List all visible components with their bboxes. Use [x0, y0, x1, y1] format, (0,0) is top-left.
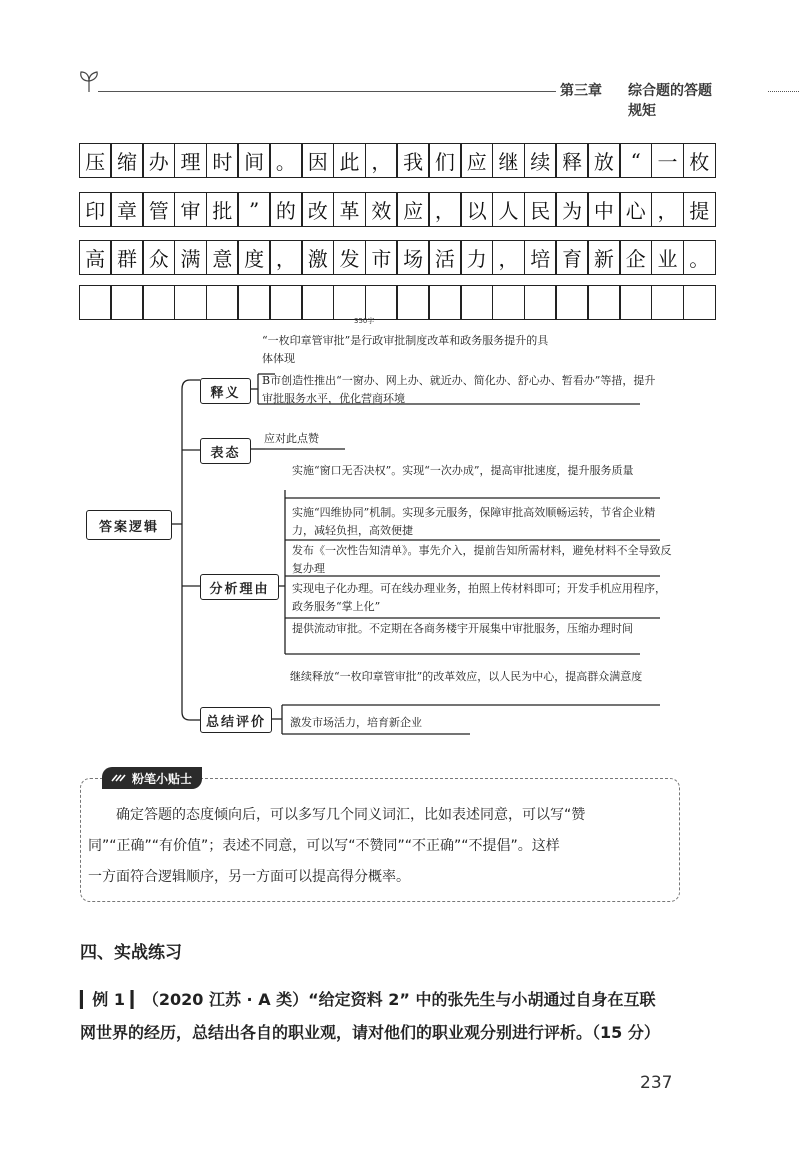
- grid-cell: 。: [683, 240, 716, 275]
- grid-cell: ，: [492, 240, 525, 275]
- mindmap-item: 提供流动审批。不定期在各商务楼宇开展集中审批服务，压缩办理时间: [292, 622, 633, 635]
- grid-cell: 中: [587, 192, 620, 227]
- grid-cell: 管: [142, 192, 175, 227]
- grid-cell: ，: [651, 192, 684, 227]
- grid-cell: 心: [619, 192, 652, 227]
- mindmap-item: 实现电子化办理。可在线办理业务，拍照上传材料即可；开发手机应用程序，政务服务“掌上化”: [292, 582, 666, 613]
- mindmap-item: 实施“窗口无否决权”。实现“一次办成”，提高审批速度，提升服务质量: [292, 464, 634, 477]
- grid-cell: 培: [524, 240, 557, 275]
- word-count: 350字: [354, 317, 375, 325]
- grid-cell: ”: [237, 192, 270, 227]
- grid-cell: 革: [333, 192, 366, 227]
- mindmap-branch-label: 释义: [200, 378, 251, 404]
- grid-cell: 企: [619, 240, 652, 275]
- grid-cell: ，: [428, 192, 461, 227]
- grid-cell: 们: [428, 143, 461, 178]
- grid-cell: 满: [174, 240, 207, 275]
- grid-cell: 理: [174, 143, 207, 178]
- tip-line: 同”“正确”“有价值”；表述不同意，可以写“不赞同”“不正确”“不提倡”。这样: [88, 838, 560, 854]
- grid-cell: ，: [269, 240, 302, 275]
- grid-cell: 力: [460, 240, 493, 275]
- grid-cell: 效: [365, 192, 398, 227]
- example-line: ▎例 1 ▎（2020 江苏 · A 类）“给定资料 2” 中的张先生与小胡通过自身在互联: [80, 990, 656, 1009]
- chalk-icon: [111, 773, 127, 783]
- grid-cell: 民: [524, 192, 557, 227]
- mindmap-branch-label: 分析理由: [200, 574, 279, 600]
- mindmap-item: 继续释放“一枚印章管审批”的改革效应，以人民为中心，提高群众满意度: [290, 670, 643, 683]
- grid-cell: 继: [492, 143, 525, 178]
- grid-cell: 以: [460, 192, 493, 227]
- grid-cell: 应: [396, 192, 429, 227]
- tip-line: 确定答题的态度倾向后，可以多写几个同义词汇，比如表述同意，可以写“赞: [116, 807, 586, 823]
- grid-cell: 我: [396, 143, 429, 178]
- tip-text: [88, 800, 668, 893]
- grid-cell: 办: [142, 143, 175, 178]
- mindmap-branch-label: 总结评价: [200, 707, 272, 733]
- chapter-title: 综合题的答题规矩: [628, 83, 712, 119]
- grid-cell: 改: [301, 192, 334, 227]
- grid-cell: 放: [587, 143, 620, 178]
- grid-cell: 此: [333, 143, 366, 178]
- grid-cell: 。: [269, 143, 302, 178]
- grid-cell: 提: [683, 192, 716, 227]
- grid-cell: 高: [79, 240, 112, 275]
- mindmap-item: “一枚印章管审批”是行政审批制度改革和政务服务提升的具体体现: [262, 334, 549, 365]
- grid-cell: 批: [206, 192, 239, 227]
- grid-cell: “: [619, 143, 652, 178]
- grid-cell: 群: [110, 240, 143, 275]
- grid-cell: 应: [460, 143, 493, 178]
- chapter-label: 第三章: [560, 83, 602, 99]
- mindmap-item: B市创造性推出“一窗办、网上办、就近办、简化办、舒心办、暂看办”等措，提升审批服务水平，优化营商环境: [262, 374, 656, 405]
- tip-tab: [102, 767, 202, 789]
- grid-cell: ，: [365, 143, 398, 178]
- grid-cell: 人: [492, 192, 525, 227]
- grid-cell: 新: [587, 240, 620, 275]
- grid-cell: 续: [524, 143, 557, 178]
- grid-cell: 市: [365, 240, 398, 275]
- grid-cell: 意: [206, 240, 239, 275]
- grid-cell: 时: [206, 143, 239, 178]
- grid-cell: 激: [301, 240, 334, 275]
- grid-cell: 场: [396, 240, 429, 275]
- mindmap-item: 应对此点赞: [264, 432, 319, 445]
- mindmap-item: 实施“四维协同”机制。实现多元服务，保障审批高效顺畅运转，节省企业精力，减轻负担，高效便捷: [292, 506, 656, 537]
- grid-cell: 释: [555, 143, 588, 178]
- grid-cell: 育: [555, 240, 588, 275]
- grid-cell: 枚: [683, 143, 716, 178]
- example-line: 网世界的经历，总结出各自的职业观，请对他们的职业观分别进行评析。（15 分）: [80, 1023, 660, 1042]
- grid-cell: 审: [174, 192, 207, 227]
- grid-cell: 为: [555, 192, 588, 227]
- grid-cell: 活: [428, 240, 461, 275]
- page-number: 237: [640, 1073, 673, 1093]
- grid-cell: 度: [237, 240, 270, 275]
- mindmap-root: 答案逻辑: [86, 510, 172, 540]
- section-title: 四、实战练习: [80, 943, 182, 963]
- grid-cell: 众: [142, 240, 175, 275]
- grid-cell: 印: [79, 192, 112, 227]
- grid-cell: 缩: [110, 143, 143, 178]
- grid-cell: 发: [333, 240, 366, 275]
- grid-cell: 章: [110, 192, 143, 227]
- mindmap-item: 发布《一次性告知清单》。事先介入，提前告知所需材料，避免材料不全导致反复办理: [292, 544, 672, 575]
- grid-cell: 的: [269, 192, 302, 227]
- grid-cell: 间: [237, 143, 270, 178]
- grid-cell: 压: [79, 143, 112, 178]
- grid-cell: 一: [651, 143, 684, 178]
- tip-line: 一方面符合逻辑顺序，另一方面可以提高得分概率。: [88, 869, 410, 885]
- mindmap-branch-label: 表态: [200, 438, 251, 464]
- tip-tab-label: 粉笔小贴士: [132, 771, 193, 786]
- grid-cell: 业: [651, 240, 684, 275]
- mindmap-item: 激发市场活力，培育新企业: [290, 716, 422, 729]
- grid-cell: 因: [301, 143, 334, 178]
